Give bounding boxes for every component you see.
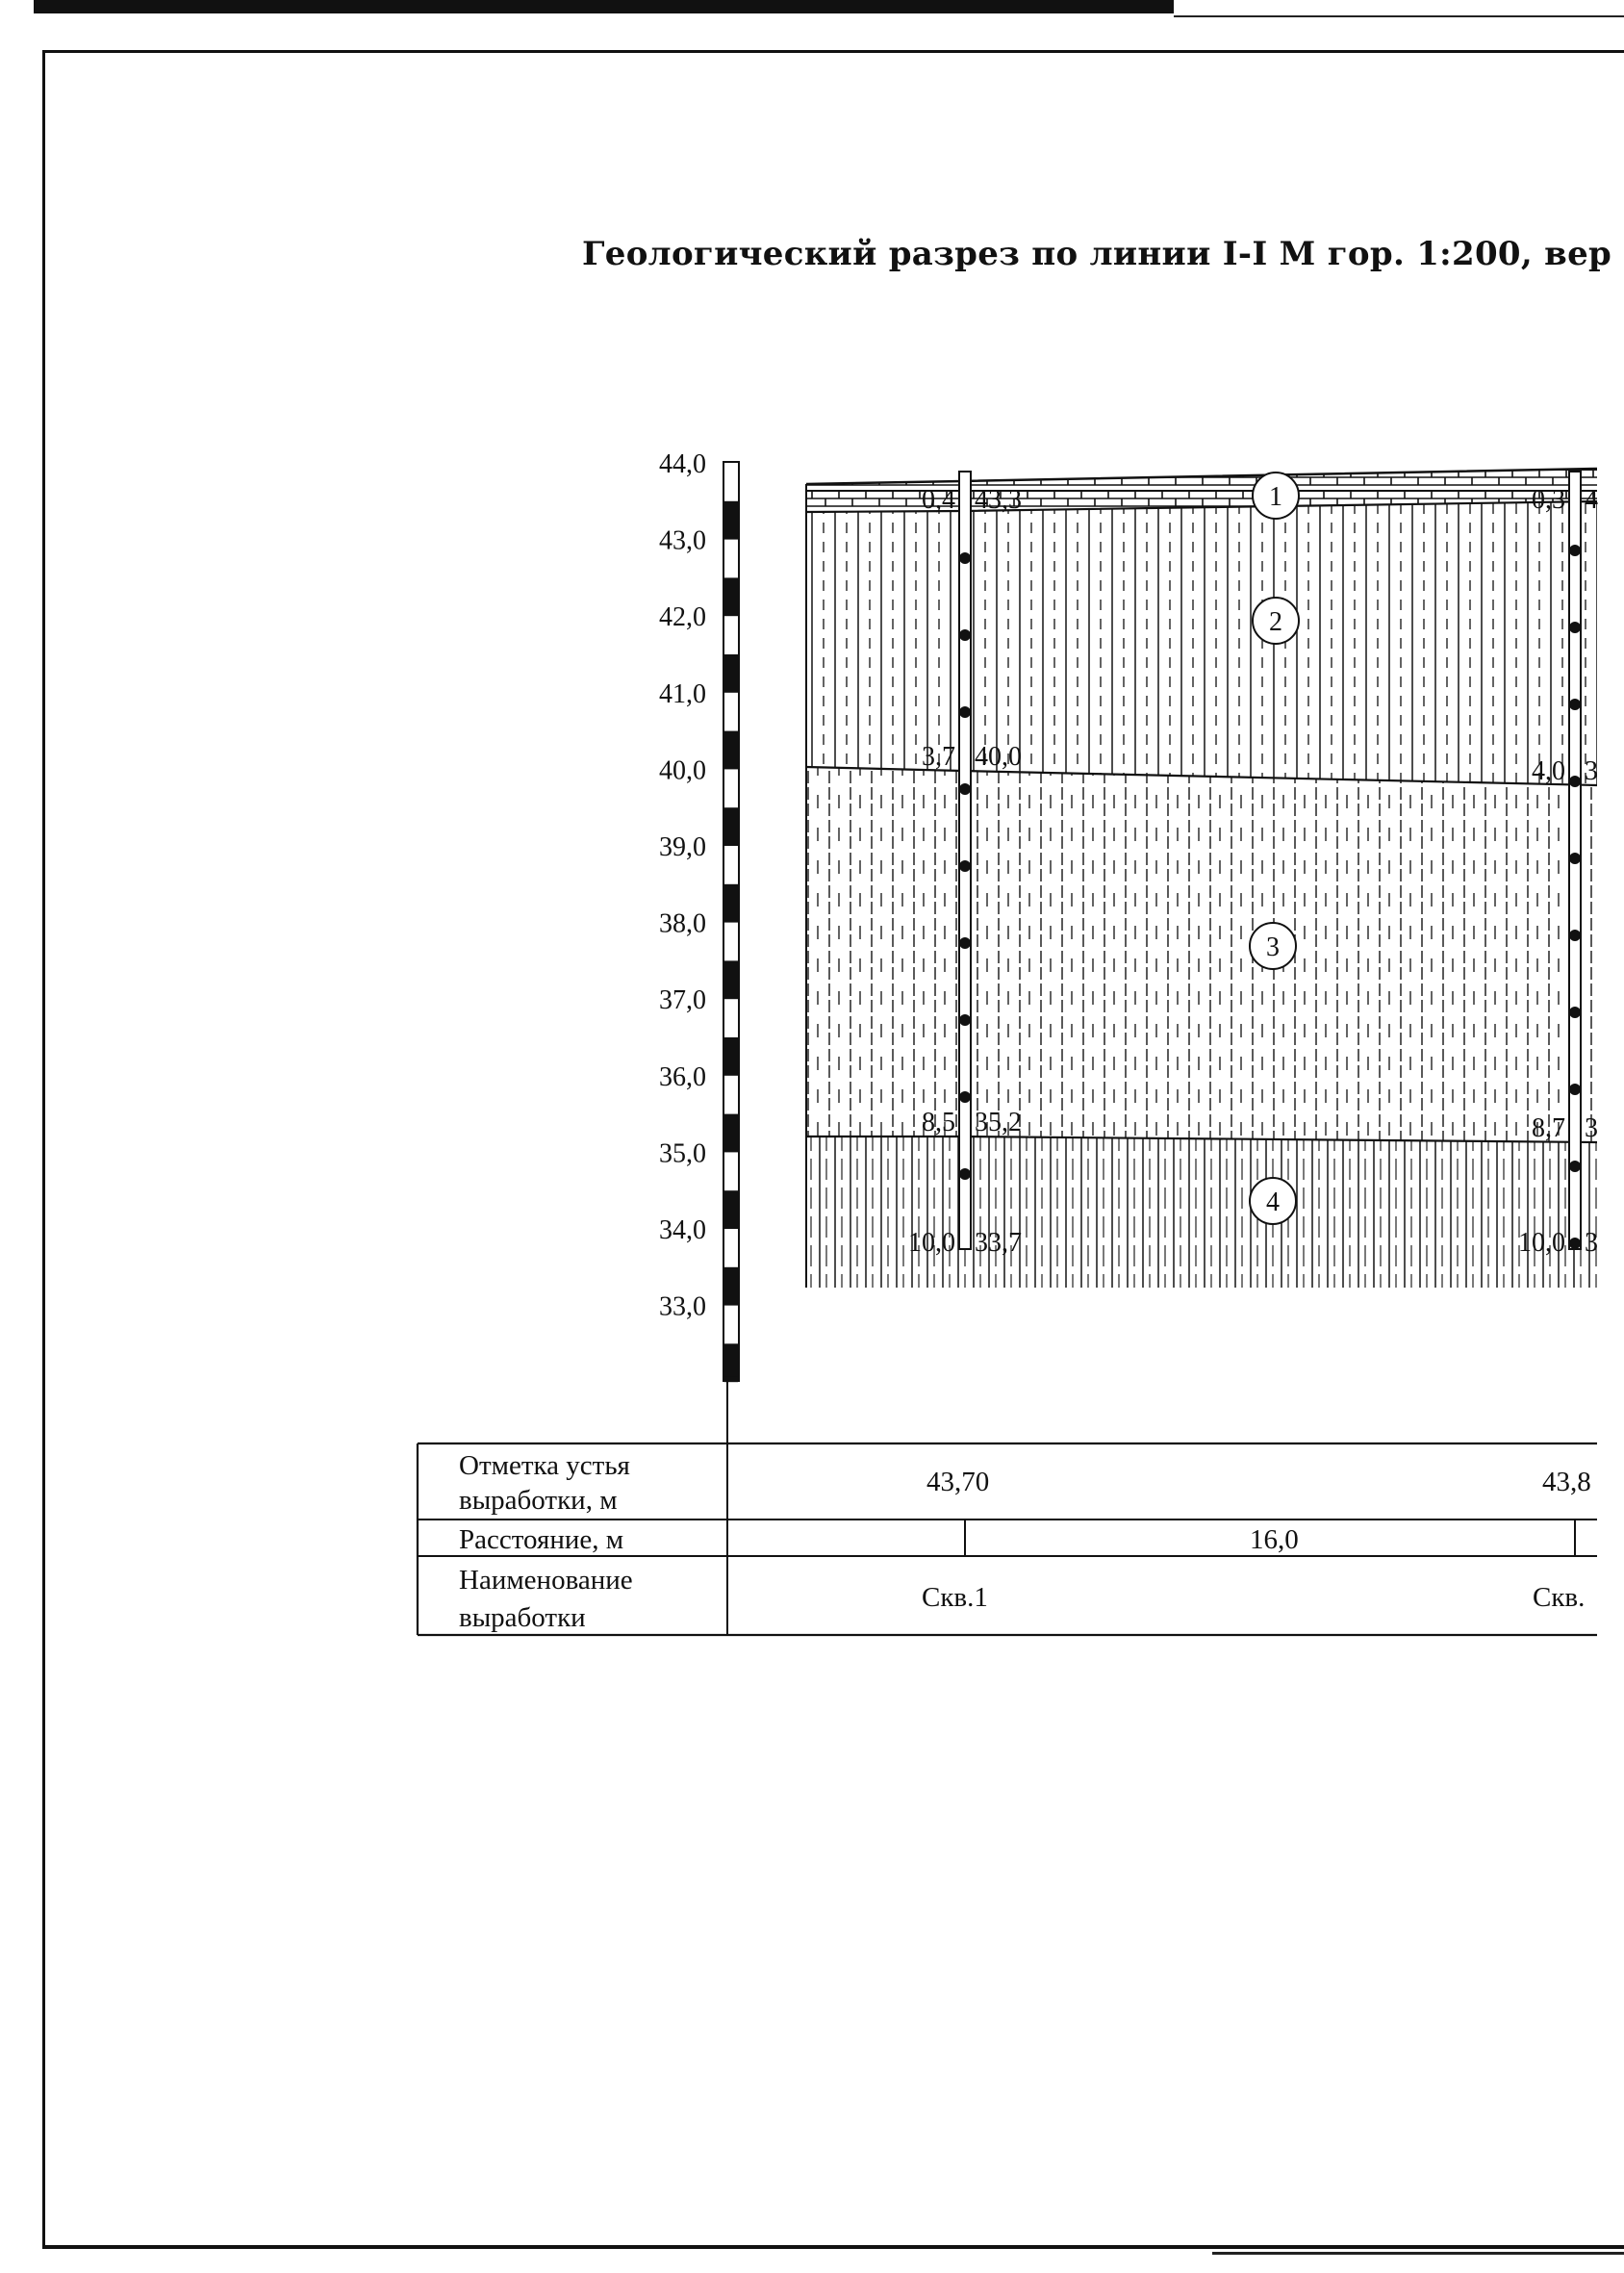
scale-block-dark <box>724 654 738 693</box>
interval-depth: 3,7 <box>922 742 955 772</box>
sample-point <box>959 860 971 872</box>
scale-tick-label: 39,0 <box>659 832 706 862</box>
scale-tick-label: 44,0 <box>659 449 706 479</box>
interval-elevation: 35,2 <box>975 1108 1022 1137</box>
sample-point <box>959 1168 971 1180</box>
layer-4-clay <box>806 1136 1597 1288</box>
svg-text:2: 2 <box>1269 607 1282 637</box>
sample-point <box>1569 1007 1581 1018</box>
interval-elevation: 3 <box>1585 1113 1598 1143</box>
scale-tick-label: 33,0 <box>659 1291 706 1322</box>
row-distance-label: Расстояние, м <box>459 1524 624 1555</box>
interval-depth: 8,7 <box>1532 1113 1565 1143</box>
row-name-label-line1: Наименование <box>459 1565 633 1596</box>
interval-depth: 8,5 <box>922 1108 955 1137</box>
sample-point <box>1569 930 1581 941</box>
interval-depth: 0,3 <box>1532 485 1565 515</box>
scale-tick-label: 40,0 <box>659 755 706 786</box>
data-table <box>418 1443 1597 1635</box>
scale-block-dark <box>724 1190 738 1229</box>
interval-depth: 0,4 <box>922 485 955 515</box>
layer-number-1 <box>1253 472 1299 519</box>
vertical-scale <box>659 449 739 1443</box>
layer-number-2 <box>1253 598 1299 644</box>
scale-tick-label: 41,0 <box>659 678 706 709</box>
scale-tick-label: 37,0 <box>659 985 706 1016</box>
scale-block-dark <box>724 501 738 540</box>
layers <box>806 469 1597 1288</box>
borehole-1-name: Скв.1 <box>922 1582 988 1613</box>
scale-block-dark <box>724 807 738 846</box>
scale-block-dark <box>724 1343 738 1376</box>
interval-elevation: 3 <box>1585 756 1598 786</box>
scale-tick-label: 35,0 <box>659 1138 706 1169</box>
row-mouth-label-line1: Отметка устья <box>459 1450 630 1481</box>
scale-block-dark <box>724 1267 738 1306</box>
distance-value: 16,0 <box>1250 1524 1299 1555</box>
sample-point <box>1569 699 1581 710</box>
borehole-1-mouth-elevation: 43,70 <box>926 1467 990 1497</box>
interval-elevation: 40,0 <box>975 742 1022 772</box>
scale-block-dark <box>724 884 738 923</box>
sample-point <box>959 706 971 718</box>
layer-3-sandy-loam <box>806 767 1597 1142</box>
sample-point <box>1569 853 1581 864</box>
sample-point <box>959 552 971 564</box>
row-mouth-label-line2: выработки, м <box>459 1485 618 1516</box>
svg-text:4: 4 <box>1266 1188 1280 1217</box>
sample-point <box>1569 1084 1581 1095</box>
interval-elevation: 3 <box>1585 1228 1598 1258</box>
scale-block-dark <box>724 731 738 770</box>
sample-point <box>1569 545 1581 556</box>
sample-point <box>959 937 971 949</box>
borehole-2-mouth-elevation: 43,8 <box>1542 1467 1591 1497</box>
layer-number-4 <box>1250 1178 1296 1224</box>
sample-point <box>1569 1238 1581 1249</box>
scale-tick-labels <box>659 449 706 1322</box>
scale-tick-label: 38,0 <box>659 908 706 939</box>
scale-block-dark <box>724 1037 738 1076</box>
scale-block-dark <box>724 577 738 616</box>
interval-depth: 10,0 <box>1518 1228 1565 1258</box>
scale-tick-label: 36,0 <box>659 1061 706 1092</box>
svg-text:3: 3 <box>1266 932 1280 962</box>
sample-point <box>1569 1161 1581 1172</box>
scale-tick-label: 43,0 <box>659 525 706 556</box>
interval-elevation: 4 <box>1585 485 1598 515</box>
scale-block-dark <box>724 960 738 999</box>
svg-text:1: 1 <box>1269 482 1282 512</box>
row-name-label-line2: выработки <box>459 1602 586 1633</box>
sample-point <box>959 1014 971 1026</box>
scale-tick-label: 42,0 <box>659 602 706 633</box>
interval-elevation: 43,3 <box>975 485 1022 515</box>
layer-number-3 <box>1250 923 1296 969</box>
interval-elevation: 33,7 <box>975 1228 1022 1258</box>
sample-point <box>959 1091 971 1103</box>
sample-point <box>1569 776 1581 787</box>
scale-block-dark <box>724 1114 738 1153</box>
scale-tick-label: 34,0 <box>659 1215 706 1245</box>
sample-point <box>959 783 971 795</box>
interval-depth: 10,0 <box>908 1228 955 1258</box>
interval-depth: 4,0 <box>1532 756 1565 786</box>
sample-point <box>1569 622 1581 633</box>
sample-point <box>959 629 971 641</box>
section-title: Геологический разрез по линии I-I М гор. 1:200, вер <box>582 235 1612 273</box>
borehole-2-name: Скв. <box>1533 1582 1586 1613</box>
